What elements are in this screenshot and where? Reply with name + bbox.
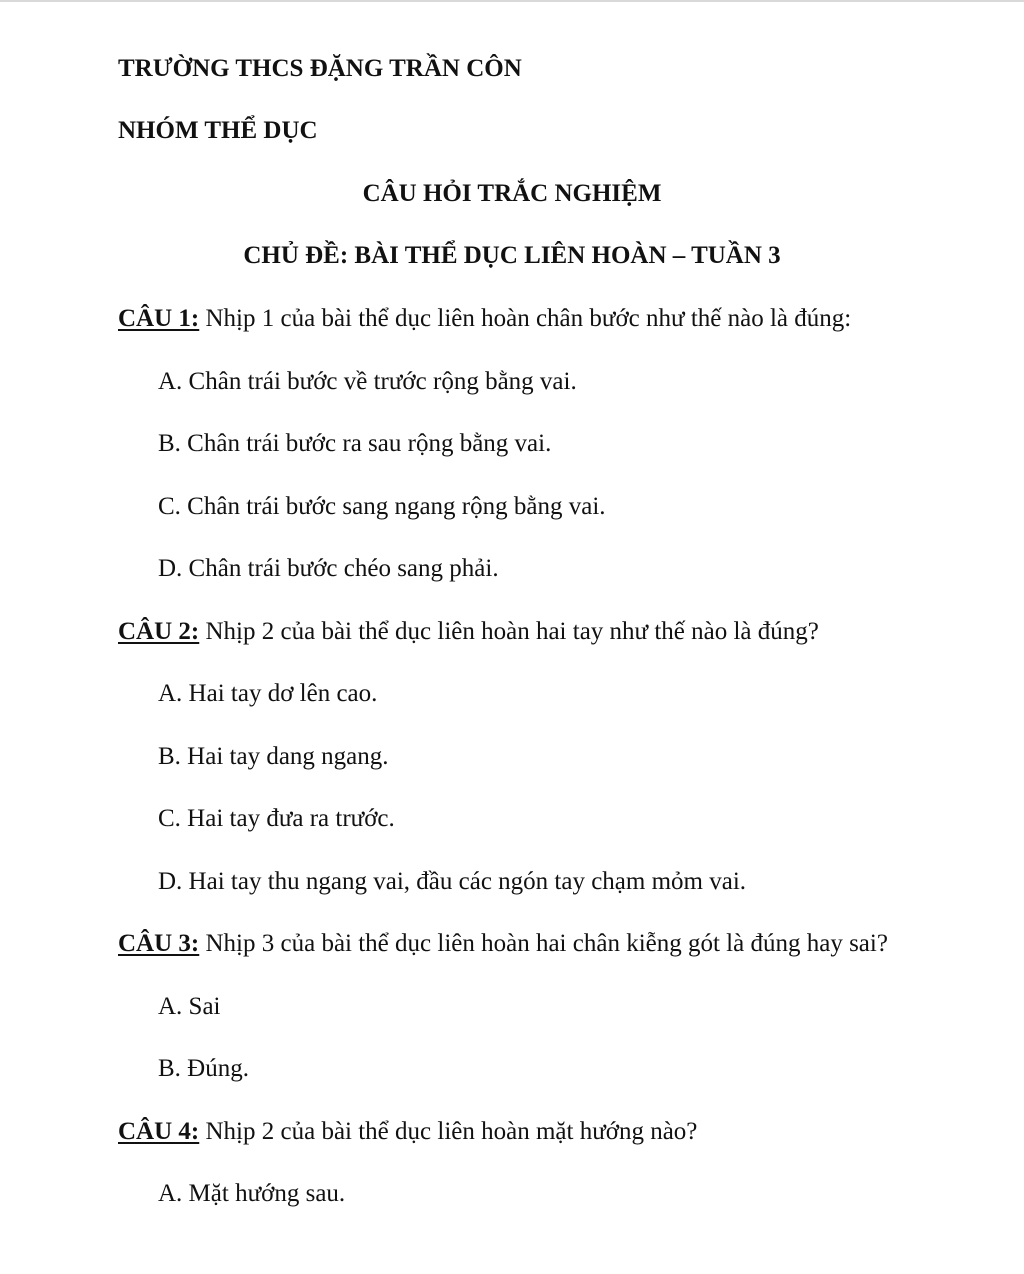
question-1-option-d: D. Chân trái bước chéo sang phải. [158, 555, 499, 582]
question-label: CÂU 4: [118, 1118, 200, 1145]
question-4-option-a: A. Mặt hướng sau. [158, 1180, 346, 1207]
document-title: CÂU HỎI TRẮC NGHIỆM [362, 180, 662, 207]
question-2-option-b: B. Hai tay dang ngang. [158, 743, 389, 770]
school-name: TRƯỜNG THCS ĐẶNG TRẦN CÔN [118, 55, 522, 82]
question-text: Nhịp 2 của bài thể dục liên hoàn hai tay như thế nào là đúng? [199, 618, 819, 645]
question-text: Nhịp 2 của bài thể dục liên hoàn mặt hướng nào? [199, 1118, 698, 1145]
question-2-option-c: C. Hai tay đưa ra trước. [158, 805, 395, 832]
question-text: Nhịp 1 của bài thể dục liên hoàn chân bước như thế nào là đúng: [199, 305, 852, 332]
question-3-option-b: B. Đúng. [158, 1055, 249, 1082]
question-label: CÂU 2: [118, 618, 200, 645]
question-1-option-b: B. Chân trái bước ra sau rộng bằng vai. [158, 430, 552, 457]
question-3-option-a: A. Sai [158, 993, 221, 1020]
question-1-option-c: C. Chân trái bước sang ngang rộng bằng vai. [158, 493, 606, 520]
question-2 [118, 617, 819, 647]
question-label: CÂU 3: [118, 930, 200, 957]
question-3 [118, 929, 888, 959]
question-text: Nhịp 3 của bài thể dục liên hoàn hai chân kiễng gót là đúng hay sai? [199, 930, 888, 957]
question-2-option-a: A. Hai tay dơ lên cao. [158, 680, 378, 707]
question-1 [118, 304, 851, 334]
question-label: CÂU 1: [118, 305, 200, 332]
question-2-option-d: D. Hai tay thu ngang vai, đầu các ngón tay chạm mỏm vai. [158, 868, 747, 895]
question-1-option-a: A. Chân trái bước về trước rộng bằng vai. [158, 368, 577, 395]
question-4 [118, 1117, 697, 1147]
group-name: NHÓM THỂ DỤC [118, 117, 318, 144]
document-topic: CHỦ ĐỀ: BÀI THỂ DỤC LIÊN HOÀN – TUẦN 3 [243, 242, 781, 269]
